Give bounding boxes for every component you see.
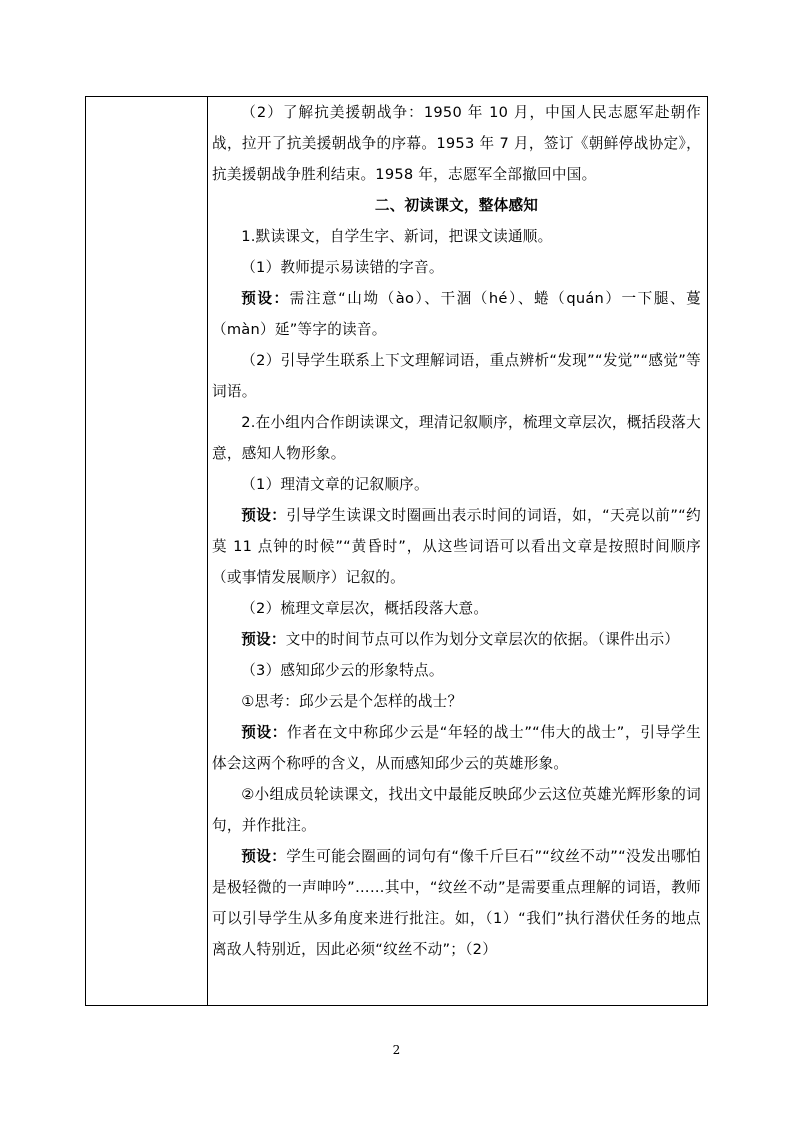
paragraph-15: ②小组成员轮读课文，找出文中最能反映邱少云这位英雄光辉形象的词句，并作批注。 [212,786,701,834]
paragraph-8: （1）理清文章的记叙顺序。 [241,476,429,493]
paragraph-6: （2）引导学生联系上下文理解词语，重点辨析“发现”“发觉”“感觉”等词语。 [212,352,701,400]
preset-label: 预设： [241,631,286,648]
preset-paragraph-16 [212,841,701,965]
paragraph-1: （2）了解抗美援朝战争：1950 年 10 月，中国人民志愿军赴朝作战，拉开了抗美援朝战争的序幕。1953 年 7 月，签订《朝鲜停战协定》，抗美援朝战争胜利结束。1958 年，志愿军全部撤回中国。 [212,104,701,183]
preset-text: 引导学生读课文时圈画出表示时间的词语，如，“天亮以前”“约莫 11 点钟的时候”“黄昏时”，从这些词语可以看出文章是按照时间顺序（或事情发展顺序）记叙的。 [212,507,701,586]
paragraph-7: 2.在小组内合作朗读课文，理清记叙顺序，梳理文章层次，概括段落大意，感知人物形象。 [212,414,701,462]
table-left-column [86,97,208,1005]
paragraph-3: 1.默读课文，自学生字、新词，把课文读通顺。 [241,228,553,245]
preset-paragraph-5 [212,283,701,345]
preset-text: 作者在文中称邱少云是“年轻的战士”“伟大的战士”，引导学生体会这两个称呼的含义，从而感知邱少云的英雄形象。 [212,724,701,772]
paragraph-4: （1）教师提示易读错的字音。 [241,259,444,276]
preset-text: 学生可能会圈画的词句有“像千斤巨石”“纹丝不动”“没发出哪怕是极轻微的一声呻吟”……其中，“纹丝不动”是需要重点理解的词语，教师可以引导学生从多角度来进行批注。如，（1）“我们”执行潜伏任务的地点离敌人特别近，因此必须“纹丝不动”；（2） [212,848,701,958]
lesson-plan-table [85,96,708,1006]
paragraph-12: （3）感知邱少云的形象特点。 [241,662,444,679]
preset-label: 预设： [241,848,287,865]
preset-text: 文中的时间节点可以作为划分文章层次的依据。（课件出示） [285,631,680,648]
preset-paragraph-14 [212,717,701,779]
section-heading: 二、初读课文，整体感知 [374,197,539,214]
preset-label: 预设： [241,724,288,741]
preset-text: 需注意“山坳（ào）、干涸（hé）、蜷（quán）一下腿、蔓（màn）延”等字的读音。 [212,290,701,338]
page-number: 2 [392,1043,401,1057]
preset-paragraph-9 [212,500,701,593]
table-content-cell [212,97,701,965]
preset-label: 预设： [241,290,290,307]
preset-label: 预设： [241,507,287,524]
paragraph-10: （2）梳理文章层次，概括段落大意。 [241,600,489,617]
preset-paragraph-11 [212,624,701,655]
paragraph-13: ①思考：邱少云是个怎样的战士？ [241,693,463,710]
